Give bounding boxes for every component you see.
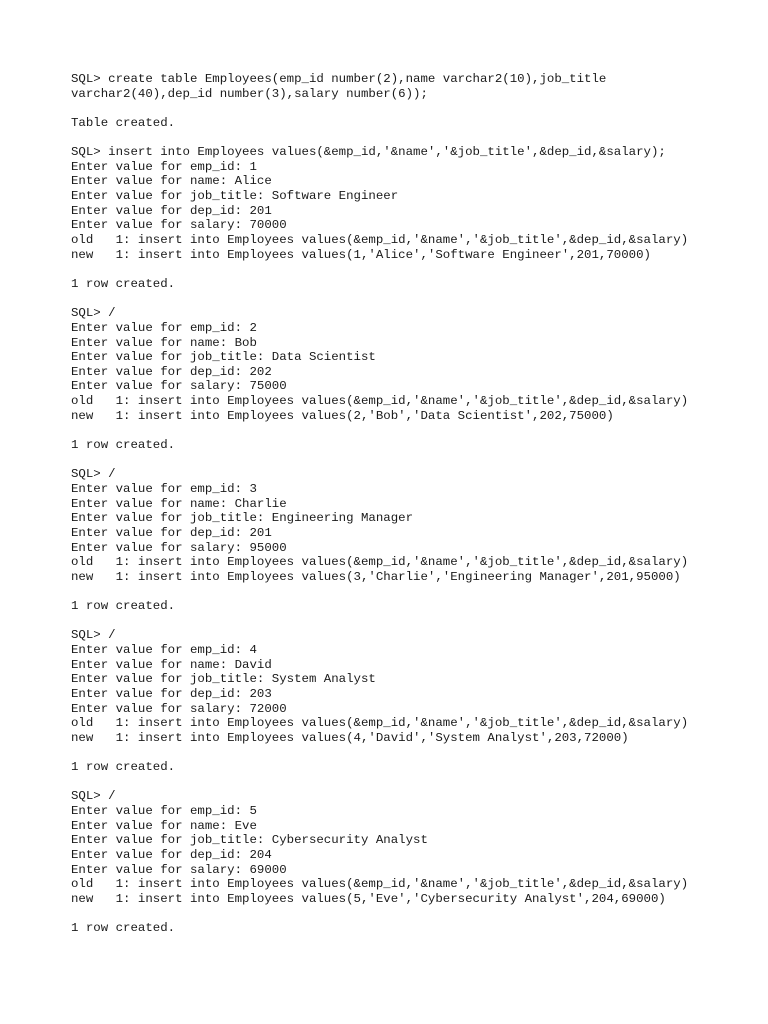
substitution-prompt-line: Enter value for name: Charlie — [71, 496, 287, 511]
sql-prompt-line: SQL> / — [71, 467, 116, 482]
new-statement-line: new 1: insert into Employees values(2,'Bob','Data Scientist',202,75000) — [71, 408, 614, 423]
substitution-prompt-line: Enter value for name: Alice — [71, 174, 272, 189]
substitution-prompt-line: Enter value for emp_id: 1 — [71, 159, 257, 174]
sql-prompt-line: SQL> / — [71, 789, 116, 804]
substitution-prompt-line: Enter value for job_title: System Analyst — [71, 672, 376, 687]
result-message-line: 1 row created. — [71, 760, 176, 775]
blank-line — [71, 262, 751, 277]
sql-prompt-line: SQL> create table Employees(emp_id number(2),name varchar2(10),job_title — [71, 72, 607, 86]
substitution-prompt-line: Enter value for salary: 75000 — [71, 379, 287, 394]
substitution-prompt-line: Enter value for name: Eve — [71, 818, 257, 833]
old-statement-line: old 1: insert into Employees values(&emp_id,'&name','&job_title',&dep_id,&salary) — [71, 716, 689, 731]
new-statement-line: new 1: insert into Employees values(4,'David','System Analyst',203,72000) — [71, 730, 629, 745]
old-statement-line: old 1: insert into Employees values(&emp_id,'&name','&job_title',&dep_id,&salary) — [71, 233, 689, 248]
substitution-prompt-line: Enter value for salary: 70000 — [71, 218, 287, 233]
substitution-prompt-line: Enter value for dep_id: 201 — [71, 525, 272, 540]
result-message-line: 1 row created. — [71, 438, 176, 453]
sql-prompt-line: SQL> / — [71, 628, 116, 643]
substitution-prompt-line: Enter value for name: Bob — [71, 335, 257, 350]
substitution-prompt-line: Enter value for salary: 95000 — [71, 540, 287, 555]
substitution-prompt-line: Enter value for emp_id: 2 — [71, 320, 257, 335]
new-statement-line: new 1: insert into Employees values(1,'Alice','Software Engineer',201,70000) — [71, 247, 651, 262]
substitution-prompt-line: Enter value for name: David — [71, 657, 272, 672]
sql-prompt-line: SQL> / — [71, 306, 116, 321]
substitution-prompt-line: Enter value for job_title: Data Scientist — [71, 350, 376, 365]
old-statement-line: old 1: insert into Employees values(&emp_id,'&name','&job_title',&dep_id,&salary) — [71, 394, 689, 409]
blank-line — [71, 614, 751, 629]
blank-line — [71, 101, 751, 116]
substitution-prompt-line: Enter value for dep_id: 203 — [71, 686, 272, 701]
new-statement-line: new 1: insert into Employees values(5,'Eve','Cybersecurity Analyst',204,69000) — [71, 891, 666, 906]
blank-line — [71, 775, 751, 790]
substitution-prompt-line: Enter value for salary: 69000 — [71, 862, 287, 877]
substitution-prompt-line: Enter value for emp_id: 3 — [71, 481, 257, 496]
substitution-prompt-line: Enter value for job_title: Engineering Manager — [71, 511, 414, 526]
sql-console-transcript — [71, 72, 751, 936]
blank-line — [71, 584, 751, 599]
substitution-prompt-line: Enter value for salary: 72000 — [71, 701, 287, 716]
substitution-prompt-line: Enter value for dep_id: 204 — [71, 847, 272, 862]
substitution-prompt-line: Enter value for job_title: Cybersecurity Analyst — [71, 833, 428, 848]
new-statement-line: new 1: insert into Employees values(3,'Charlie','Engineering Manager',201,95000) — [71, 569, 681, 584]
sql-prompt-line: SQL> insert into Employees values(&emp_id,'&name','&job_title',&dep_id,&salary); — [71, 145, 666, 160]
blank-line — [71, 423, 751, 438]
result-message-line: 1 row created. — [71, 599, 176, 614]
substitution-prompt-line: Enter value for dep_id: 202 — [71, 364, 272, 379]
blank-line — [71, 745, 751, 760]
blank-line — [71, 131, 751, 146]
substitution-prompt-line: Enter value for emp_id: 4 — [71, 642, 257, 657]
result-message-line: Table created. — [71, 115, 176, 130]
blank-line — [71, 453, 751, 468]
substitution-prompt-line: Enter value for emp_id: 5 — [71, 804, 257, 819]
result-message-line: 1 row created. — [71, 921, 176, 936]
old-statement-line: old 1: insert into Employees values(&emp_id,'&name','&job_title',&dep_id,&salary) — [71, 555, 689, 570]
blank-line — [71, 292, 751, 307]
blank-line — [71, 907, 751, 922]
statement-continuation-line: varchar2(40),dep_id number(3),salary number(6)); — [71, 86, 428, 101]
substitution-prompt-line: Enter value for dep_id: 201 — [71, 203, 272, 218]
result-message-line: 1 row created. — [71, 276, 176, 291]
old-statement-line: old 1: insert into Employees values(&emp_id,'&name','&job_title',&dep_id,&salary) — [71, 877, 689, 892]
substitution-prompt-line: Enter value for job_title: Software Engineer — [71, 189, 399, 204]
